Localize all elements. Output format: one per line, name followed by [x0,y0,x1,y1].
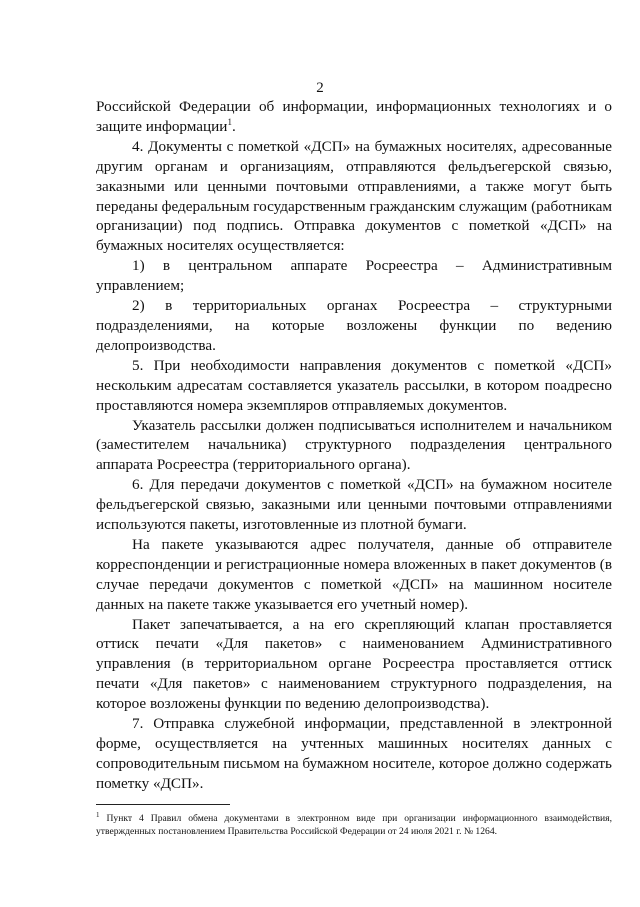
document-body [96,97,612,794]
paragraph-item-4: 4. Документы с пометкой «ДСП» на бумажных носителях, адресованные другим органам и организациям, отправляются фельдъегерской связью, заказными или ценными почтовыми отправлениями, а также могут быть переданы федеральным государственным гражданским служащим (работникам организации) под подпись. Отправка документов с пометкой «ДСП» на бумажных носителях осуществляется: [96,137,612,255]
footnote-text: Пункт 4 Правил обмена документами в электронном виде при организации информационного взаимодействия, утвержденных постановлением Правительства Российской Федерации от 24 июля 2021 г. № 1264. [96,813,612,838]
footnote-separator [96,804,230,805]
subitem-2: 2) в территориальных органах Росреестра – структурными подразделениями, на которые возложены функции по ведению делопроизводства. [96,297,612,354]
paragraph-item-6: 6. Для передачи документов с пометкой «ДСП» на бумажном носителе фельдъегерской связью, заказными или ценными почтовыми отправлениями используются пакеты, изготовленные из плотной бумаги. [96,476,612,534]
subitem-1: 1) в центральном аппарате Росреестра – Административным управлением; [96,257,612,295]
page-number: 2 [316,80,324,96]
paragraph-tail: . [231,117,236,135]
paragraph-envelope-seal: Пакет запечатывается, а на его скрепляющий клапан проставляется оттиск печати «Для пакетов» с наименованием Административного управления (в территориальном органе Росреестра проставляется оттиск печати «Для пакетов» с наименованием структурного подразделения, на которое возложены функции по ведению делопроизводства). [96,615,612,713]
paragraph-envelope-details: На пакете указываются адрес получателя, данные об отправителе корреспонденции и регистрационные номера вложенных в пакет документов (в случае передачи документов с пометкой «ДСП» на машинном носителе данных на пакете также указывается его учетный номер). [96,535,612,613]
footnote-marker: 1 [96,810,100,819]
footnote [96,812,612,839]
paragraph-distribution-list: Указатель рассылки должен подписываться исполнителем и начальником (заместителем начальника) структурного подразделения центрального аппарата Росреестра (территориального органа). [96,416,612,474]
paragraph-item-5: 5. При необходимости направления документов с пометкой «ДСП» нескольким адресатам составляется указатель рассылки, в котором поадресно проставляются номера экземпляров отправляемых документов. [96,356,612,414]
paragraph-text: Российской Федерации об информации, информационных технологиях и о защите информации [96,98,612,135]
footnote-reference[interactable]: 1 [227,116,232,127]
paragraph-item-7: 7. Отправка служебной информации, представленной в электронной форме, осуществляется на учтенных машинных носителях данных с сопроводительным письмом на бумажном носителе, которое должно содержать пометку «ДСП». [96,715,612,792]
paragraph-continuation [96,97,612,137]
